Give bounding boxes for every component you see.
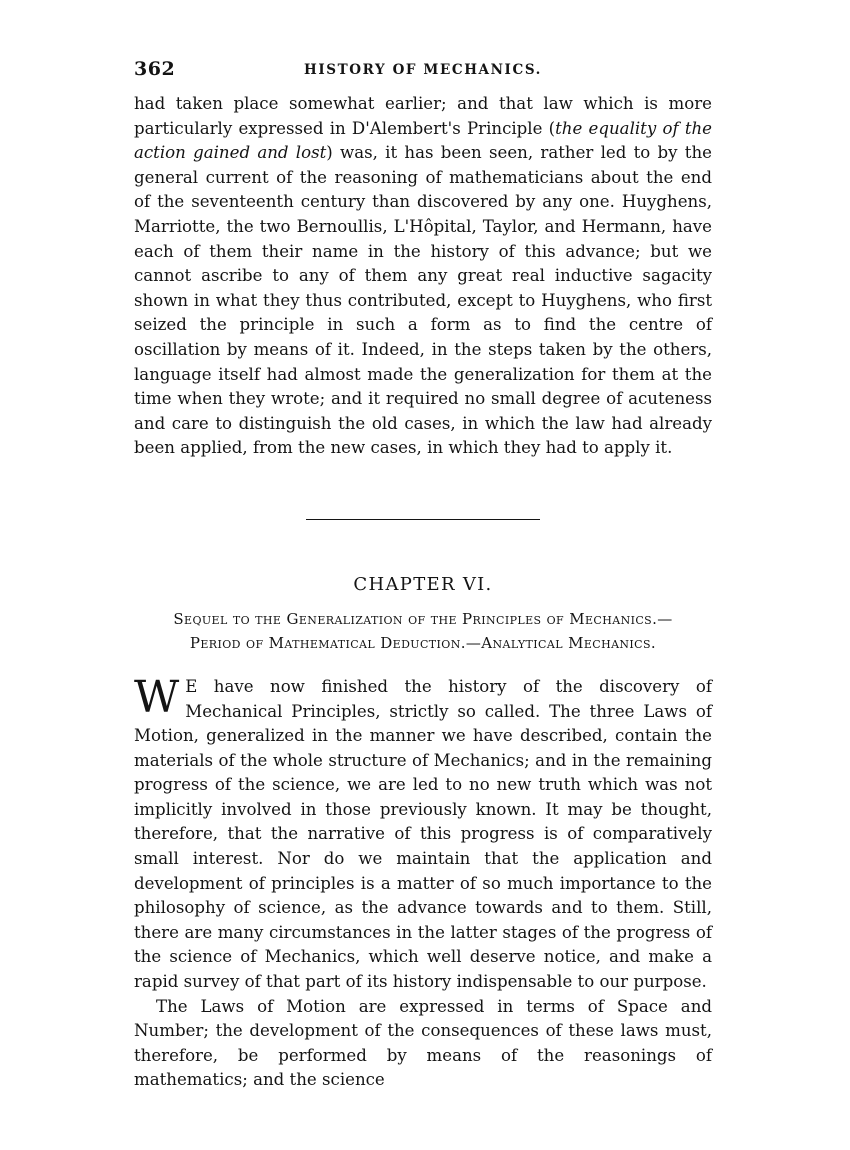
chapter-subtitle (134, 607, 712, 655)
drop-cap: W (134, 671, 180, 723)
chapter-body (134, 671, 712, 1093)
running-title: HISTORY OF MECHANICS. (304, 62, 542, 78)
chapter-paragraph-1-text: E have now finished the history of the discovery of Mechanical Principles, strictly so called. The three Laws of Motion, generalized in the manner we have described, contain the materials of the whole structure of Mechanics; and in the remaining progress of the science, we are led to no new truth which was not implicitly involved in those previously known. It may be thought, therefore, that the narrative of this progress is of comparatively small interest. Nor do we maintain that the application and development of principles is a matter of so much importance to the philosophy of science, as the advance towards and to them. Still, there are many circumstances in the latter stages of the progress of the science of Mechanics, which well deserve notice, and make a rapid survey of that part of its history indispensable to our purpose. (134, 676, 712, 992)
chapter-heading: CHAPTER VI. (353, 573, 493, 595)
top-paragraph-text-end: ) was, it has been seen, rather led to by the general current of the reasoning of mathematicians about the end of the seventeenth century than discovered by any one. Huyghens, Marriotte, the two Bernoullis, L'Hôpital, Taylor, and Hermann, have each of them their name in the history of this advance; but we cannot ascribe to any of them any great real inductive sagacity shown in what they thus contributed, except to Huyghens, who first seized the principle in such a form as to find the centre of oscillation by means of it. Indeed, in the steps taken by the others, language itself had almost made the generalization for them at the time when they wrote; and it required no small degree of acuteness and care to distinguish the old cases, in which the law had already been applied, from the new cases, in which they had to apply it. (134, 143, 712, 458)
chapter-paragraph-1 (134, 671, 712, 995)
top-paragraph-italic-phrase: the equality of the action gained and lost (134, 118, 712, 163)
running-head (134, 58, 712, 92)
page-number: 362 (134, 58, 176, 80)
section-divider (306, 519, 540, 520)
top-paragraph-text-start: had taken place somewhat earlier; and that law which is more particularly expressed in D'Alembert's Principle ( (134, 94, 712, 138)
book-page (134, 58, 712, 1093)
top-paragraph (134, 92, 712, 461)
chapter-subtitle-line-2: Period of Mathematical Deduction.—Analytical Mechanics. (189, 633, 657, 652)
chapter-subtitle-line-1: Sequel to the Generalization of the Principles of Mechanics.— (173, 609, 673, 628)
chapter-paragraph-2: The Laws of Motion are expressed in terms of Space and Number; the development of the consequences of these laws must, therefore, be performed by means of the reasonings of mathematics; and the science (134, 996, 712, 1090)
